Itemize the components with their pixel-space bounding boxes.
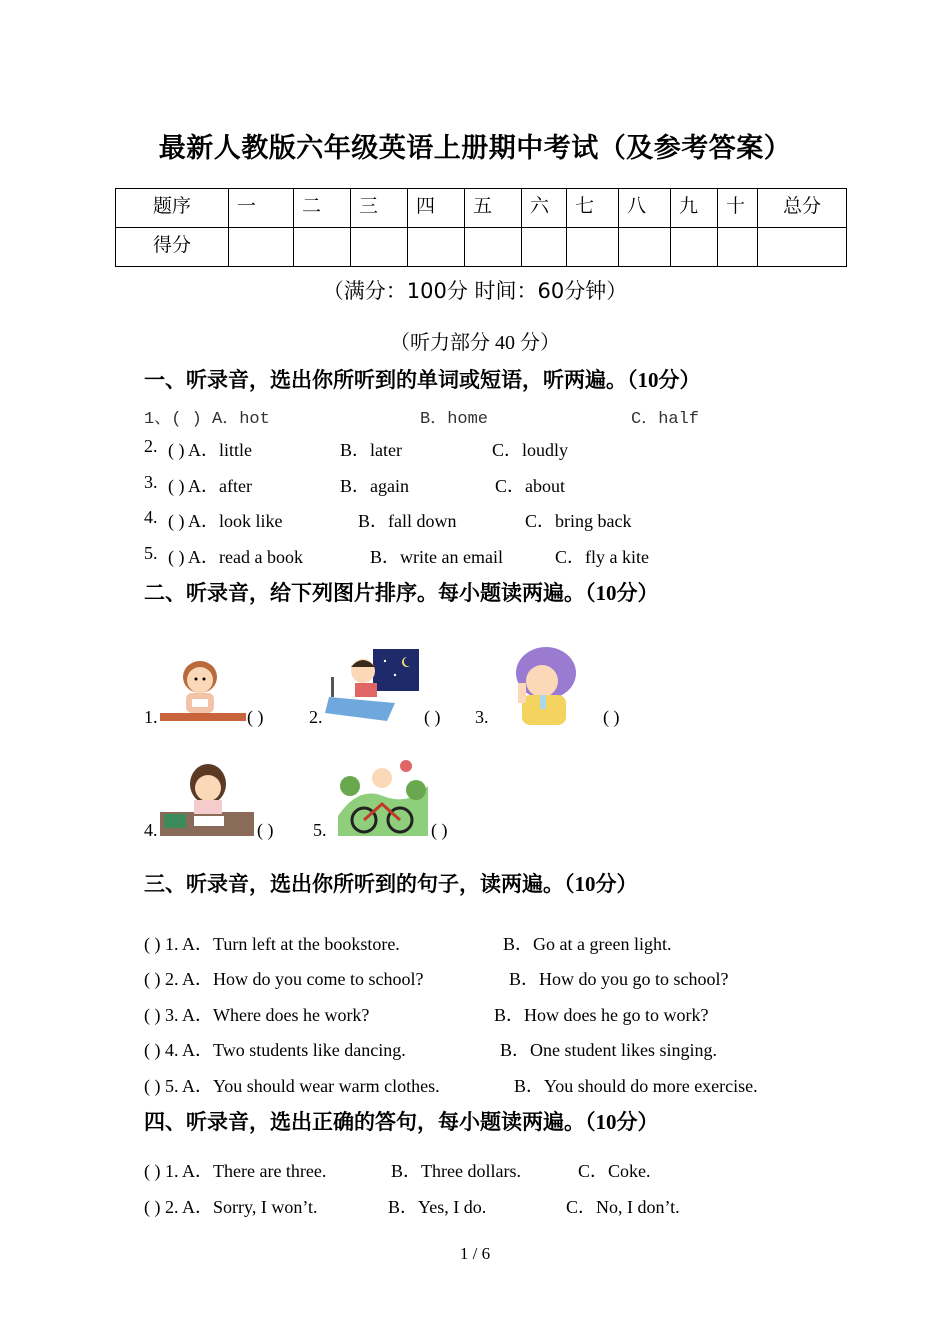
- page-number: 1 / 6: [459, 1244, 491, 1263]
- s1-q2-c: C．loudly: [492, 440, 569, 460]
- s1-q3-a: ( ) A．after: [168, 476, 252, 496]
- score-cell: 四: [408, 189, 465, 228]
- score-cell: 二: [294, 189, 351, 228]
- s4-q1-a: ( ) 1. A．There are three.: [144, 1161, 327, 1181]
- score-input-cell[interactable]: [522, 228, 567, 267]
- s4-q2-b: B．Yes, I do.: [388, 1197, 487, 1217]
- score-input-cell[interactable]: [619, 228, 671, 267]
- s1-q1-b: B．home: [420, 410, 489, 429]
- score-cell: 一: [229, 189, 294, 228]
- page-title: 最新人教版六年级英语上册期中考试（及参考答案）: [158, 133, 792, 163]
- s1-q4-b: B．fall down: [358, 511, 457, 531]
- s1-q3-c: C．about: [495, 476, 565, 496]
- s1-q1-a: 1、( ) A．hot: [144, 410, 270, 429]
- s1-q5-num: 5.: [144, 543, 158, 563]
- s3-q2-a: ( ) 2. A．How do you come to school?: [144, 969, 424, 989]
- score-row-label: 得分: [116, 228, 229, 267]
- s3-q5-b: B．You should do more exercise.: [514, 1076, 758, 1096]
- s1-q1-c: C．half: [631, 410, 700, 429]
- s1-q2-b: B．later: [340, 440, 402, 460]
- s1-q2-a: ( ) A．little: [168, 440, 252, 460]
- score-input-cell[interactable]: [671, 228, 718, 267]
- s2-label-5: 5.: [313, 820, 327, 840]
- score-input-cell[interactable]: [294, 228, 351, 267]
- s4-q1-c: C．Coke.: [578, 1161, 651, 1181]
- score-cell-label: 题序: [116, 189, 229, 228]
- section1-heading: 一、听录音，选出你所听到的单词或短语，听两遍。（10分）: [144, 368, 701, 392]
- s4-q1-b: B．Three dollars.: [391, 1161, 521, 1181]
- score-cell: 七: [567, 189, 619, 228]
- s2-paren-4[interactable]: ( ): [257, 820, 274, 840]
- s1-q2-num: 2.: [144, 436, 158, 456]
- woman-writing-picture: [160, 762, 256, 838]
- s3-q4-a: ( ) 4. A．Two students like dancing.: [144, 1040, 406, 1060]
- s4-q2-a: ( ) 2. A．Sorry, I won’t.: [144, 1197, 318, 1217]
- score-table-score-row: [116, 228, 847, 267]
- score-input-cell[interactable]: [758, 228, 847, 267]
- section2-heading: 二、听录音，给下列图片排序。每小题读两遍。（10分）: [144, 581, 659, 605]
- s1-q4-num: 4.: [144, 507, 158, 527]
- score-cell: 十: [718, 189, 758, 228]
- listening-part-label: （听力部分 40 分）: [390, 332, 560, 354]
- score-cell: 六: [522, 189, 567, 228]
- s3-q1-b: B．Go at a green light.: [503, 934, 672, 954]
- s4-q2-c: C．No, I don’t.: [566, 1197, 680, 1217]
- score-cell: 五: [465, 189, 522, 228]
- section4-heading: 四、听录音，选出正确的答句，每小题读两遍。（10分）: [144, 1110, 659, 1134]
- score-cell: 九: [671, 189, 718, 228]
- s2-paren-3[interactable]: ( ): [603, 707, 620, 727]
- score-input-cell[interactable]: [351, 228, 408, 267]
- s2-paren-2[interactable]: ( ): [424, 707, 441, 727]
- s1-q3-b: B．again: [340, 476, 409, 496]
- s3-q5-a: ( ) 5. A．You should wear warm clothes.: [144, 1076, 440, 1096]
- s3-q3-a: ( ) 3. A．Where does he work?: [144, 1005, 370, 1025]
- s3-q2-b: B．How do you go to school?: [509, 969, 729, 989]
- boy-reading-at-night-picture: [325, 647, 420, 727]
- score-input-cell[interactable]: [718, 228, 758, 267]
- s2-paren-5[interactable]: ( ): [431, 820, 448, 840]
- score-input-cell[interactable]: [465, 228, 522, 267]
- score-cell: 三: [351, 189, 408, 228]
- s3-q4-b: B．One student likes singing.: [500, 1040, 717, 1060]
- s1-q4-c: C．bring back: [525, 511, 632, 531]
- s1-q4-a: ( ) A．look like: [168, 511, 283, 531]
- score-table: [115, 188, 847, 267]
- s2-label-4: 4.: [144, 820, 158, 840]
- s3-q1-a: ( ) 1. A．Turn left at the bookstore.: [144, 934, 400, 954]
- score-table-header-row: [116, 189, 847, 228]
- s1-q5-c: C．fly a kite: [555, 547, 649, 567]
- s2-paren-1[interactable]: ( ): [247, 707, 264, 727]
- s1-q3-num: 3.: [144, 472, 158, 492]
- score-input-cell[interactable]: [229, 228, 294, 267]
- girl-riding-bike-picture: [338, 756, 428, 836]
- score-input-cell[interactable]: [408, 228, 465, 267]
- score-cell: 八: [619, 189, 671, 228]
- girl-eating-picture: [160, 655, 246, 725]
- s1-q5-b: B．write an email: [370, 547, 503, 567]
- s2-label-2: 2.: [309, 707, 323, 727]
- section3-heading: 三、听录音，选出你所听到的句子，读两遍。（10分）: [144, 872, 638, 896]
- score-cell-total: 总分: [758, 189, 847, 228]
- full-mark-time: （满分：100分 时间：60分钟）: [322, 279, 628, 303]
- s1-q5-a: ( ) A．read a book: [168, 547, 303, 567]
- s3-q3-b: B．How does he go to work?: [494, 1005, 709, 1025]
- s2-label-1: 1.: [144, 707, 158, 727]
- score-input-cell[interactable]: [567, 228, 619, 267]
- s2-label-3: 3.: [475, 707, 489, 727]
- girl-brushing-teeth-picture: [500, 643, 584, 727]
